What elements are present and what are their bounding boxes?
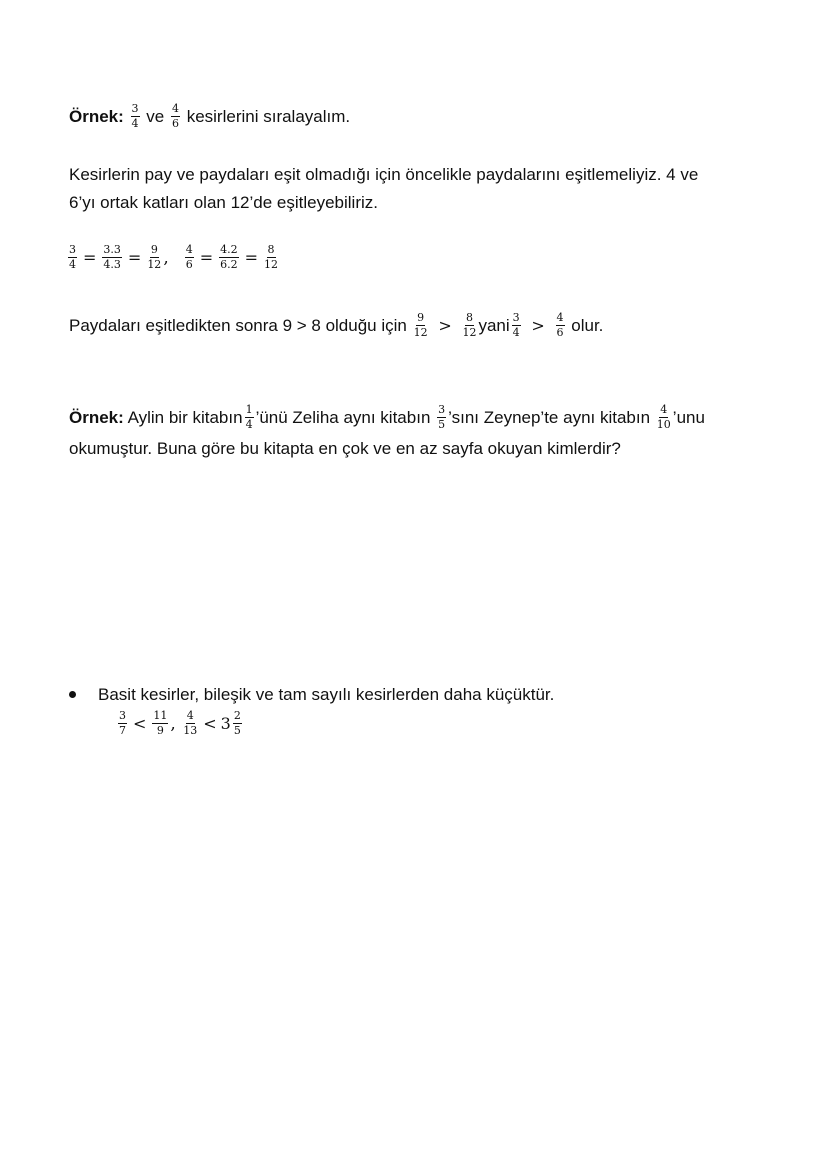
fraction: $\frac{4}{6}$ — [556, 311, 564, 339]
text-ve: ve — [146, 106, 165, 126]
fraction: $\frac{4}{6}$ — [185, 243, 193, 271]
fraction: $\frac{4}{6}$ — [171, 102, 179, 130]
equation-line: $\frac{3}{4}$ = $\frac{3.3}{4.3}$ = $\frac{9}{12}$ , $\frac{4}{6}$ = $\frac{4.2}{6.2}$ = $\frac{8}{12}$ — [69, 243, 279, 271]
fraction: $\frac{8}{12}$ — [264, 243, 279, 271]
fraction: $\frac{3}{4}$ — [512, 311, 520, 339]
fraction: $\frac{3.3}{4.3}$ — [103, 243, 121, 271]
bullet-math-line: $\frac{3}{7}$ < $\frac{11}{9}$ , $\frac{4}{13}$ < 3 $\frac{2}{5}$ — [119, 709, 241, 737]
paragraph-line-1: Kesirlerin pay ve paydaları eşit olmadığı için öncelikle paydalarını eşitlemeliyiz. 4 ve — [69, 165, 699, 184]
fraction: $\frac{4}{10}$ — [656, 403, 671, 431]
text-rest: kesirlerini sıralayalım. — [186, 106, 351, 126]
example1-line — [69, 104, 350, 131]
fraction: $\frac{3}{5}$ — [438, 403, 446, 431]
fraction: $\frac{3}{7}$ — [119, 709, 126, 737]
fraction: $\frac{11}{9}$ — [153, 709, 168, 737]
paragraph-line-2: 6’yı ortak katları olan 12’de eşitleyebiliriz. — [69, 193, 378, 212]
fraction: $\frac{1}{4}$ — [245, 403, 253, 431]
conclusion-text: Paydaları eşitledikten sonra 9 > 8 olduğu için — [69, 315, 407, 335]
fraction: $\frac{3}{4}$ — [131, 102, 139, 130]
example-label: Örnek: — [69, 106, 124, 126]
example-label: Örnek: — [69, 407, 124, 427]
fraction: $\frac{8}{12}$ — [462, 311, 477, 339]
fraction: $\frac{4}{13}$ — [183, 709, 198, 737]
fraction: $\frac{4.2}{6.2}$ — [220, 243, 238, 271]
fraction: $\frac{9}{12}$ — [413, 311, 428, 339]
fraction: $\frac{3}{4}$ — [69, 243, 76, 271]
fraction: $\frac{9}{12}$ — [147, 243, 162, 271]
example2-line-2: okumuştur. Buna göre bu kitapta en çok ve en az sayfa okuyan kimlerdir? — [69, 439, 621, 458]
bullet-icon — [69, 691, 76, 698]
example2-line-1: Örnek: Aylin bir kitabın $\frac{1}{4}$ ’ünü Zeliha aynı kitabın $\frac{3}{5}$ ’sını Zeynep’te aynı kitabın $\frac{4}{10}$ ’unu — [69, 403, 705, 431]
bullet-text: Basit kesirler, bileşik ve tam sayılı kesirlerden daha küçüktür. — [98, 685, 555, 704]
conclusion-line: Paydaları eşitledikten sonra 9 > 8 olduğu için $\frac{9}{12}$ > $\frac{8}{12}$ yani $\frac{3}{4}$ > $\frac{4}{6}$ olur. — [69, 311, 604, 339]
fraction: $\frac{2}{5}$ — [233, 709, 241, 737]
